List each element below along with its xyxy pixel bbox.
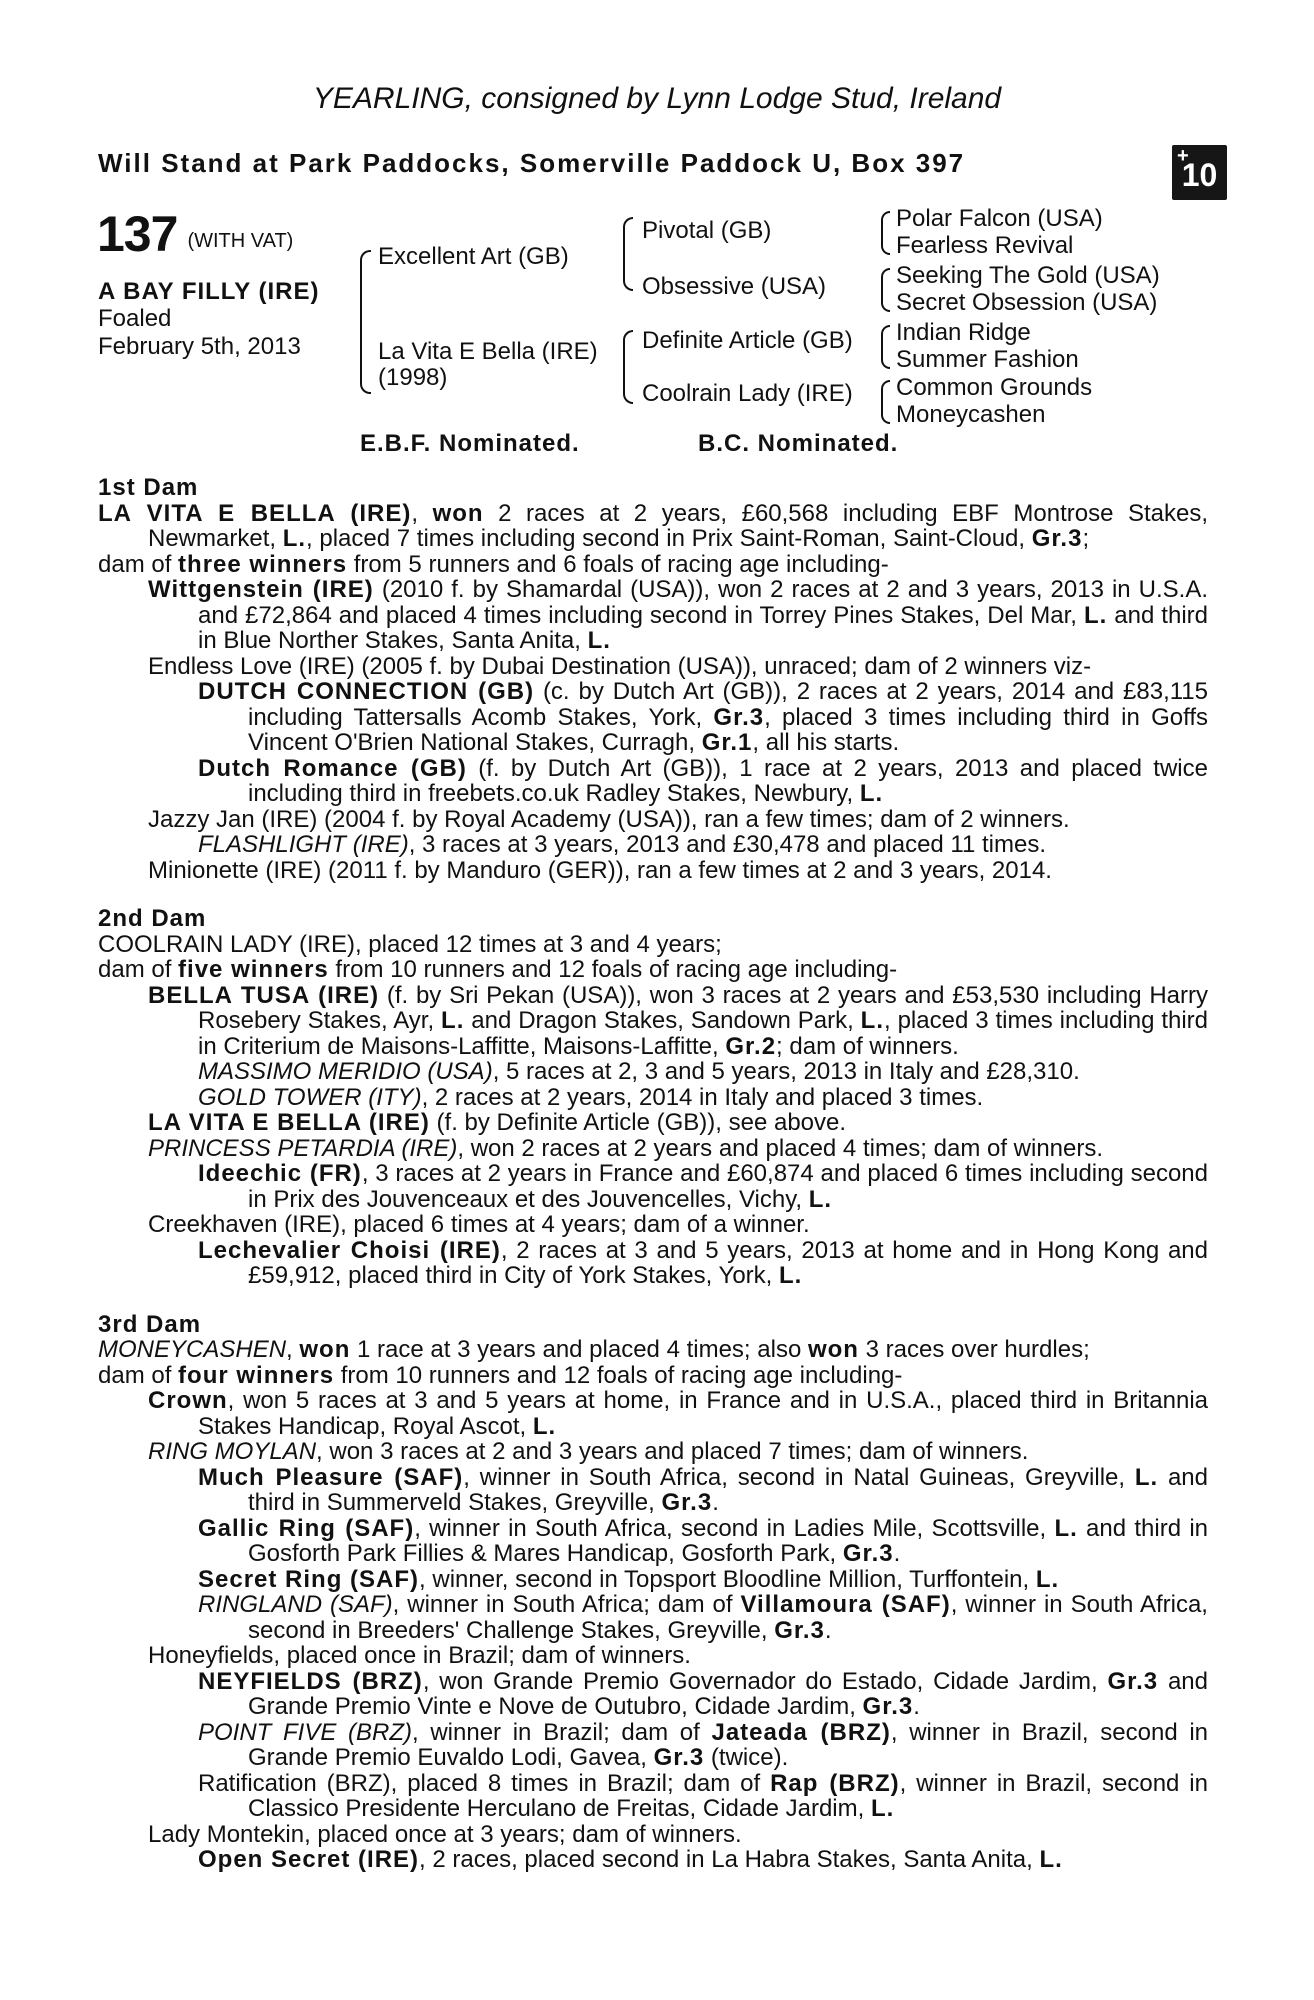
third-dam-record: MONEYCASHEN, won 1 race at 3 years and placed 4 times; also won 3 races over hurdles; bbox=[98, 1336, 1090, 1363]
produce-honeyfields: Honeyfields, placed once in Brazil; dam of winners. bbox=[148, 1642, 691, 1669]
vat-note: (WITH VAT) bbox=[187, 230, 294, 252]
third-dam-produce-summary: dam of four winners from 10 runners and 12 foals of racing age including- bbox=[98, 1361, 903, 1389]
brace-g4 bbox=[881, 380, 890, 424]
produce-much-pleasure: Much Pleasure (SAF), winner in South Africa, second in Natal Guineas, Greyville, L. and third in Summerveld Stakes, Greyville, Gr.3. bbox=[198, 1463, 1209, 1516]
pedigree-dam-sire: Definite Article (GB) bbox=[642, 327, 853, 354]
produce-crown: Crown, won 5 races at 3 and 5 years at home, in France and in U.S.A., placed third in Britannia Stakes Handicap, Royal Ascot, L. bbox=[148, 1387, 1208, 1440]
first-dam-heading: 1st Dam bbox=[98, 474, 199, 501]
lot-header bbox=[97, 205, 293, 263]
pedigree-sire: Excellent Art (GB) bbox=[378, 243, 569, 270]
produce-gold-tower: GOLD TOWER (ITY), 2 races at 2 years, 2014 in Italy and placed 3 times. bbox=[198, 1083, 984, 1111]
produce-jazzy-jan: Jazzy Jan (IRE) (2004 f. by Royal Academy (USA)), ran a few times; dam of 2 winners. bbox=[148, 805, 1070, 833]
produce-lady-montekin: Lady Montekin, placed once at 3 years; dam of winners. bbox=[148, 1820, 742, 1848]
pedigree-sire-dam: Obsessive (USA) bbox=[642, 273, 827, 300]
ebf-nominated: E.B.F. Nominated. bbox=[360, 430, 580, 457]
brace-sire-parents bbox=[623, 217, 633, 291]
produce-dutch-romance: Dutch Romance (GB) (f. by Dutch Art (GB)), 1 race at 2 years, 2013 and placed twice including third in freebets.co.uk Radley Stakes, Newbury, L. bbox=[198, 754, 1208, 807]
produce-flashlight: FLASHLIGHT (IRE), 3 races at 3 years, 2013 and £30,478 and placed 11 times. bbox=[198, 831, 1047, 858]
badge-plus: + bbox=[1177, 145, 1189, 167]
produce-ideechic: Ideechic (FR), 3 races at 2 years in France and £60,874 and placed 6 times including second in Prix des Jouvenceaux et des Jouvencelles, Vichy, L. bbox=[198, 1160, 1208, 1213]
pedigree-dam-year: (1998) bbox=[378, 364, 448, 391]
lot-number: 137 bbox=[97, 206, 178, 262]
pedigree-dam: La Vita E Bella (IRE) bbox=[378, 338, 598, 365]
catalogue-body bbox=[98, 475, 1208, 1873]
produce-open-secret: Open Secret (IRE), 2 races, placed second in La Habra Stakes, Santa Anita, L. bbox=[198, 1846, 1063, 1873]
produce-massimo-meridio: MASSIMO MERIDIO (USA), 5 races at 2, 3 and 5 years, 2013 in Italy and £28,310. bbox=[198, 1058, 1080, 1085]
pedigree-ggdam-3: Summer Fashion bbox=[896, 346, 1079, 373]
third-dam-heading: 3rd Dam bbox=[98, 1310, 202, 1338]
page-title: YEARLING, consigned by Lynn Lodge Stud, Ireland bbox=[312, 82, 1002, 115]
produce-ringland: RINGLAND (SAF), winner in South Africa; dam of Villamoura (SAF), winner in South Africa, second in Breeders' Challenge Stakes, Greyville, Gr.3. bbox=[198, 1591, 1208, 1644]
produce-creekhaven: Creekhaven (IRE), placed 6 times at 4 years; dam of a winner. bbox=[148, 1211, 810, 1238]
produce-secret-ring: Secret Ring (SAF), winner, second in Topsport Bloodline Million, Turffontein, L. bbox=[198, 1565, 1060, 1593]
produce-endless-love: Endless Love (IRE) (2005 f. by Dubai Destination (USA)), unraced; dam of 2 winners viz- bbox=[148, 652, 1092, 680]
badge-number: 10 bbox=[1181, 157, 1218, 193]
foaled-date: February 5th, 2013 bbox=[98, 333, 301, 360]
produce-wittgenstein: Wittgenstein (IRE) (2010 f. by Shamardal (USA)), won 2 races at 2 and 3 years, 2013 in U.S.A. and £72,864 and placed 4 times including second in Torrey Pines Stakes, Del Mar, L. and third in Blue Norther Stakes, Santa Anita, L. bbox=[148, 576, 1209, 654]
produce-ratification: Ratification (BRZ), placed 8 times in Brazil; dam of Rap (BRZ), winner in Brazil, second in Classico Presidente Herculano de Freitas, Cidade Jardim, L. bbox=[198, 1769, 1208, 1822]
pedigree-ggdam-4: Moneycashen bbox=[896, 401, 1046, 428]
produce-lechevalier-choisi: Lechevalier Choisi (IRE), 2 races at 3 and 5 years, 2013 at home and in Hong Kong and £59,912, placed third in City of York Stakes, York, L. bbox=[198, 1236, 1208, 1289]
pedigree-ggdam-1: Fearless Revival bbox=[896, 232, 1074, 259]
brace-g1 bbox=[881, 211, 890, 255]
produce-neyfields: NEYFIELDS (BRZ), won Grande Premio Governador do Estado, Cidade Jardim, Gr.3 and Grande Premio Vinte e Nove de Outubro, Cidade Jardim, Gr.3. bbox=[198, 1667, 1208, 1720]
pedigree-ggsire-3: Indian Ridge bbox=[896, 319, 1031, 346]
stand-location: Will Stand at Park Paddocks, Somerville Paddock U, Box 397 bbox=[98, 148, 966, 178]
brace-g2 bbox=[881, 268, 890, 312]
first-dam-produce-summary: dam of three winners from 5 runners and 6 foals of racing age including- bbox=[98, 550, 889, 578]
produce-dutch-connection: DUTCH CONNECTION (GB) (c. by Dutch Art (GB)), 2 races at 2 years, 2014 and £83,115 including Tattersalls Acomb Stakes, York, Gr.3, placed 3 times including third in Goffs Vincent O'Brien National Stakes, Curragh, Gr.1, all his starts. bbox=[198, 678, 1208, 756]
produce-gallic-ring: Gallic Ring (SAF), winner in South Africa, second in Ladies Mile, Scottsville, L. and third in Gosforth Park Fillies & Mares Handicap, Gosforth Park, Gr.3. bbox=[198, 1514, 1208, 1567]
pedigree-sire-sire: Pivotal (GB) bbox=[642, 217, 772, 244]
foaled-info bbox=[98, 305, 301, 361]
produce-point-five: POINT FIVE (BRZ), winner in Brazil; dam of Jateada (BRZ), winner in Brazil, second in Grande Premio Euvaldo Lodi, Gavea, Gr.3 (twice). bbox=[198, 1718, 1209, 1771]
pedigree-ggsire-4: Common Grounds bbox=[896, 374, 1093, 401]
brace-dam-parents bbox=[623, 330, 633, 404]
plus-ten-badge bbox=[1172, 145, 1227, 200]
produce-minionette: Minionette (IRE) (2011 f. by Manduro (GER)), ran a few times at 2 and 3 years, 2014. bbox=[148, 856, 1052, 884]
brace-g3 bbox=[881, 325, 890, 369]
brace-sire-dam bbox=[360, 250, 371, 394]
produce-bella-tusa: BELLA TUSA (IRE) (f. by Sri Pekan (USA)), won 3 races at 2 years and £53,530 including Harry Rosebery Stakes, Ayr, L. and Dragon Stakes, Sandown Park, L., placed 3 times including third in Criterium de Maisons-Laffitte, Maisons-Laffitte, Gr.2; dam of winners. bbox=[148, 981, 1209, 1060]
pedigree-dam-dam: Coolrain Lady (IRE) bbox=[642, 380, 853, 407]
pedigree-ggsire-2: Seeking The Gold (USA) bbox=[896, 262, 1160, 289]
pedigree-ggdam-2: Secret Obsession (USA) bbox=[896, 289, 1158, 316]
pedigree-ggsire-1: Polar Falcon (USA) bbox=[896, 205, 1103, 232]
second-dam-record: COOLRAIN LADY (IRE), placed 12 times at 3 and 4 years; bbox=[98, 930, 722, 958]
bc-nominated: B.C. Nominated. bbox=[698, 430, 899, 457]
first-dam-record: LA VITA E BELLA (IRE), won 2 races at 2 years, £60,568 including EBF Montrose Stakes, Newmarket, L., placed 7 times including second in Prix Saint-Roman, Saint-Cloud, Gr.3; bbox=[98, 499, 1209, 552]
second-dam-heading: 2nd Dam bbox=[98, 905, 207, 932]
foaled-label: Foaled bbox=[98, 305, 172, 332]
produce-la-vita-e-bella: LA VITA E BELLA (IRE) (f. by Definite Article (GB)), see above. bbox=[148, 1109, 847, 1136]
produce-ring-moylan: RING MOYLAN, won 3 races at 2 and 3 years and placed 7 times; dam of winners. bbox=[148, 1438, 1029, 1465]
second-dam-produce-summary: dam of five winners from 10 runners and 12 foals of racing age including- bbox=[98, 956, 898, 983]
horse-description: A BAY FILLY (IRE) bbox=[98, 278, 320, 305]
produce-princess-petardia: PRINCESS PETARDIA (IRE), won 2 races at 2 years and placed 4 times; dam of winners. bbox=[148, 1134, 1104, 1162]
